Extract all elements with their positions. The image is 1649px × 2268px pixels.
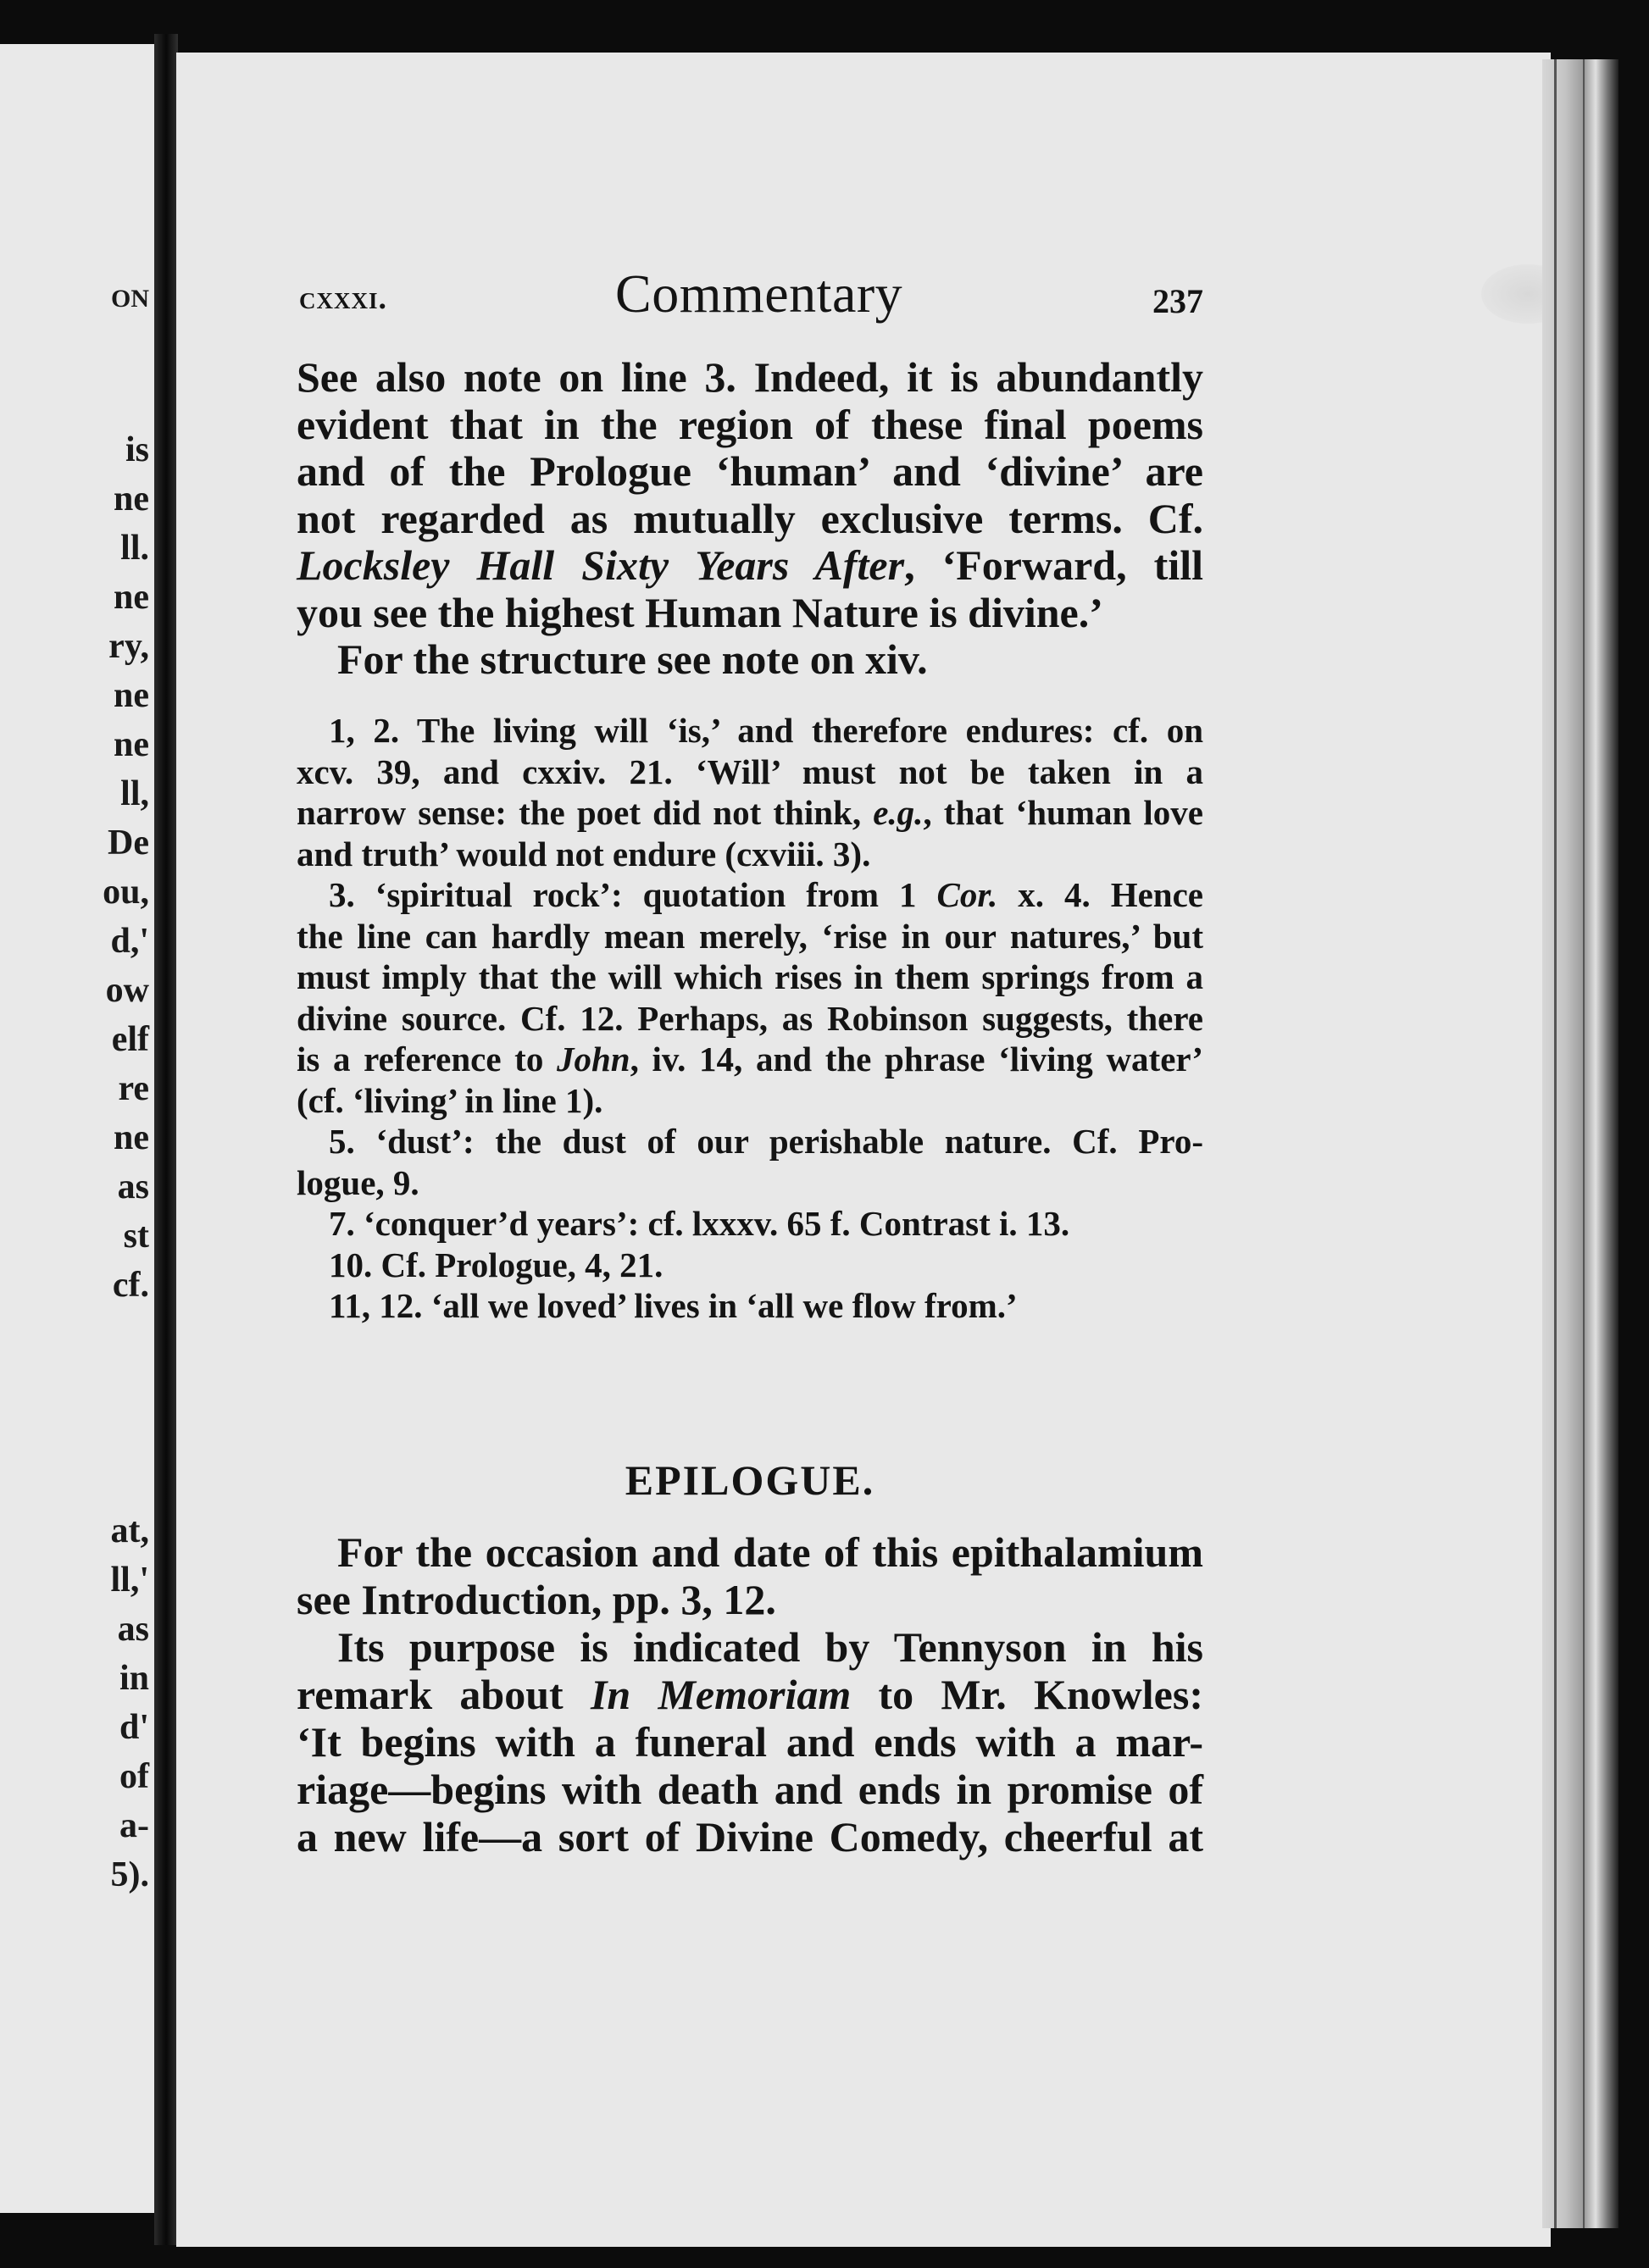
left-page-word-fragment: d' — [119, 1708, 149, 1747]
page-title: Commentary — [615, 263, 903, 324]
page-edge-line — [1583, 59, 1585, 2228]
left-page-word-fragment: ow — [105, 971, 149, 1010]
note-line: and truth’ would not endure (cxviii. 3). — [297, 834, 871, 873]
note-line: the line can hardly mean merely, ‘rise in our natures,’ but — [297, 916, 1203, 956]
text-line: not regarded as mutually exclusive terms. Cf. — [297, 494, 1203, 542]
left-page-word-fragment: De — [108, 823, 149, 862]
text-line: ‘It begins with a funeral and ends with a mar- — [297, 1718, 1203, 1766]
text-line: a new life—a sort of Divine Comedy, cheerful at — [297, 1813, 1203, 1860]
section-number: cxxxi. — [299, 280, 388, 316]
left-page-word-fragment: in — [119, 1659, 149, 1698]
note-line: logue, 9. — [297, 1162, 419, 1202]
left-page-word-fragment: as — [117, 1167, 149, 1206]
left-page-word-fragment: elf — [111, 1020, 149, 1059]
epilogue-heading: EPILOGUE. — [625, 1456, 875, 1504]
main-paragraph — [297, 354, 1203, 684]
note-line: narrow sense: the poet did not think, e.g., that ‘human love — [297, 793, 1203, 832]
left-page-word-fragment: d,' — [110, 922, 149, 961]
text-line: see Introduction, pp. 3, 12. — [297, 1576, 776, 1623]
left-page-word-fragment: ll. — [120, 529, 149, 568]
left-page-word-fragment: as — [117, 1610, 149, 1649]
book-gutter — [154, 34, 178, 2245]
line-notes — [297, 710, 1203, 1327]
page-number: 237 — [1152, 282, 1203, 320]
left-page-word-fragment: a- — [119, 1806, 149, 1845]
left-page-word-fragment: ne — [114, 1118, 149, 1157]
left-page-word-fragment: re — [118, 1069, 149, 1108]
left-facing-page — [0, 44, 154, 2213]
note-line: must imply that the will which rises in them springs from a — [297, 957, 1203, 996]
left-page-word-fragment: ry, — [108, 627, 149, 666]
text-line: Its purpose is indicated by Tennyson in his — [337, 1623, 1203, 1671]
left-page-word-fragment: of — [119, 1757, 149, 1796]
left-page-word-fragment: ll, — [120, 774, 149, 813]
left-page-word-fragment: at, — [110, 1511, 149, 1550]
page-edge-line — [1554, 59, 1557, 2228]
text-line: and of the Prologue ‘human’ and ‘divine’ are — [297, 447, 1203, 495]
left-page-word-fragment: ll,' — [110, 1561, 149, 1600]
note-line: 11, 12. ‘all we loved’ lives in ‘all we flow from.’ — [329, 1286, 1018, 1325]
note-line: 5. ‘dust’: the dust of our perishable nature. Cf. Pro- — [329, 1122, 1203, 1161]
left-page-word-fragment: 5). — [110, 1855, 149, 1894]
left-page-word-fragment: ON — [111, 285, 149, 313]
note-line: (cf. ‘living’ in line 1). — [297, 1080, 603, 1120]
structure-line: For the structure see note on xiv. — [337, 635, 928, 683]
note-line: 10. Cf. Prologue, 4, 21. — [329, 1245, 663, 1284]
text-line: For the occasion and date of this epithalamium — [337, 1528, 1203, 1576]
text-line: evident that in the region of these final poems — [297, 400, 1203, 448]
text-line: See also note on line 3. Indeed, it is abundantly — [297, 353, 1203, 401]
left-page-word-fragment: ne — [114, 676, 149, 715]
text-line: remark about In Memoriam to Mr. Knowles: — [297, 1671, 1203, 1718]
left-page-word-fragment: ne — [114, 578, 149, 617]
note-line: 1, 2. The living will ‘is,’ and therefore endures: cf. on — [329, 711, 1203, 750]
left-page-word-fragment: st — [123, 1217, 149, 1256]
left-page-word-fragment: cf. — [112, 1266, 149, 1305]
running-head — [297, 263, 1203, 330]
left-page-word-fragment: is — [125, 430, 149, 469]
left-page-word-fragment: ou, — [103, 873, 149, 912]
epilogue-paragraph — [297, 1528, 1203, 1860]
note-line: xcv. 39, and cxxiv. 21. ‘Will’ must not be taken in a — [297, 751, 1203, 791]
text-line: Locksley Hall Sixty Years After, ‘Forward, till — [297, 541, 1203, 589]
left-page-word-fragment: ne — [114, 480, 149, 518]
note-line: is a reference to John, iv. 14, and the phrase ‘living water’ — [297, 1040, 1203, 1079]
note-line: 7. ‘conquer’d years’: cf. lxxxv. 65 f. Contrast i. 13. — [329, 1204, 1070, 1243]
note-line: divine source. Cf. 12. Perhaps, as Robinson suggests, there — [297, 998, 1203, 1038]
text-line: you see the highest Human Nature is divine.’ — [297, 588, 1103, 636]
text-line: riage—begins with death and ends in promise of — [297, 1766, 1203, 1813]
note-line: 3. ‘spiritual rock’: quotation from 1 Cor. x. 4. Hence — [329, 875, 1203, 914]
left-page-word-fragment: ne — [114, 725, 149, 764]
